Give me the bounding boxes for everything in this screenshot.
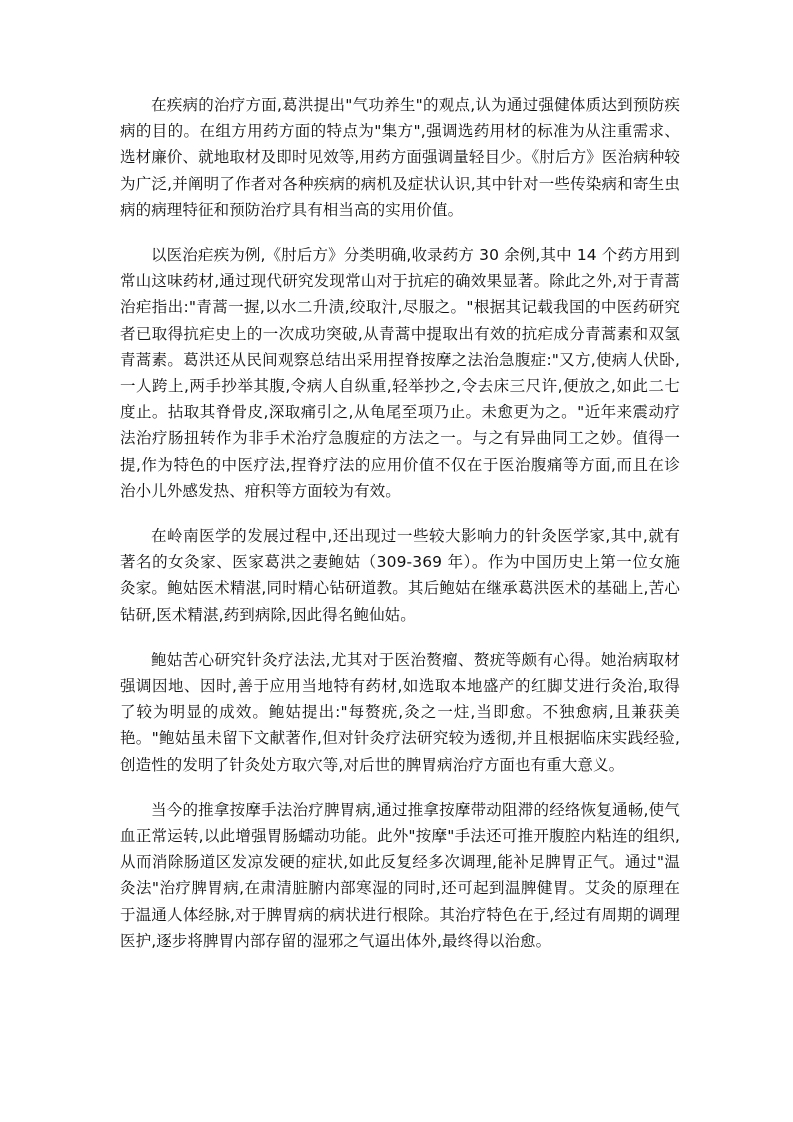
paragraph-malaria-treatment: 以医治疟疾为例,《肘后方》分类明确,收录药方 30 余例,其中 14 个药方用到常山这味药材,通过现代研究发现常山对于抗疟的确效果显著。除此之外,对于青蒿治疟指出:"青蒿一握,以水二升渍,绞取汁,尽服之。"根据其记载我国的中医药研究者已取得抗疟史上的一次成功突破,从青蒿中提取出有效的抗疟成分青蒿素和双氢青蒿素。葛洪还从民间观察总结出采用捏脊按摩之法治急腹症:"又方,使病人伏卧,一人跨上,两手抄举其腹,令病人自纵重,轻举抄之,令去床三尺许,便放之,如此二七度止。拈取其脊骨皮,深取痛引之,从龟尾至项乃止。未愈更为之。"近年来震动疗法治疗肠扭转作为非手术治疗急腹症的方法之一。与之有异曲同工之妙。值得一提,作为特色的中医疗法,捏脊疗法的应用价值不仅在于医治腹痛等方面,而且在诊治小儿外感发热、疳积等方面较为有效。 <box>120 246 680 500</box>
paragraph-treatment-methods: 在疾病的治疗方面,葛洪提出"气功养生"的观点,认为通过强健体质达到预防疾病的目的。在组方用药方面的特点为"集方",强调选药用材的标准为从注重需求、选材廉价、就地取材及即时见效等,用药方面强调量轻目少。《肘后方》医治病种较为广泛,并阐明了作者对各种疾病的病机及症状认识,其中针对一些传染病和寄生虫病的病理特征和预防治疗具有相当高的实用价值。 <box>120 96 680 219</box>
paragraph-massage-therapy: 当今的推拿按摩手法治疗脾胃病,通过推拿按摩带动阻滞的经络恢复通畅,使气血正常运转,以此增强胃肠蠕动功能。此外"按摩"手法还可推开腹腔内粘连的组织,从而消除肠道区发凉发硬的症状,如此反复经多次调理,能补足脾胃正气。通过"温灸法"治疗脾胃病,在肃清脏腑内部寒湿的同时,还可起到温脾健胃。艾灸的原理在于温通人体经脉,对于脾胃病的病状进行根除。其治疗特色在于,经过有周期的调理医护,逐步将脾胃内部存留的湿邪之气逼出体外,最终得以治愈。 <box>120 800 680 950</box>
document-body <box>120 92 680 973</box>
paragraph-bao-gu-moxibustion: 鲍姑苦心研究针灸疗法法,尤其对于医治赘瘤、赘疣等颇有心得。她治病取材强调因地、因时,善于应用当地特有药材,如选取本地盛产的红脚艾进行灸治,取得了较为明显的成效。鲍姑提出:"每赘疣,灸之一炷,当即愈。不独愈病,且兼获美艳。"鲍姑虽未留下文献著作,但对针灸疗法研究较为透彻,并且根据临床实践经验,创造性的发明了针灸处方取穴等,对后世的脾胃病治疗方面也有重大意义。 <box>120 650 680 774</box>
paragraph-bao-gu-intro: 在岭南医学的发展过程中,还出现过一些较大影响力的针灸医学家,其中,就有著名的女灸家、医家葛洪之妻鲍姑（309-369 年）。作为中国历史上第一位女施灸家。鲍姑医术精湛,同时精心钻研道教。其后鲍姑在继承葛洪医术的基础上,苦心钻研,医术精湛,药到病除,因此得名鲍仙姑。 <box>120 527 680 624</box>
